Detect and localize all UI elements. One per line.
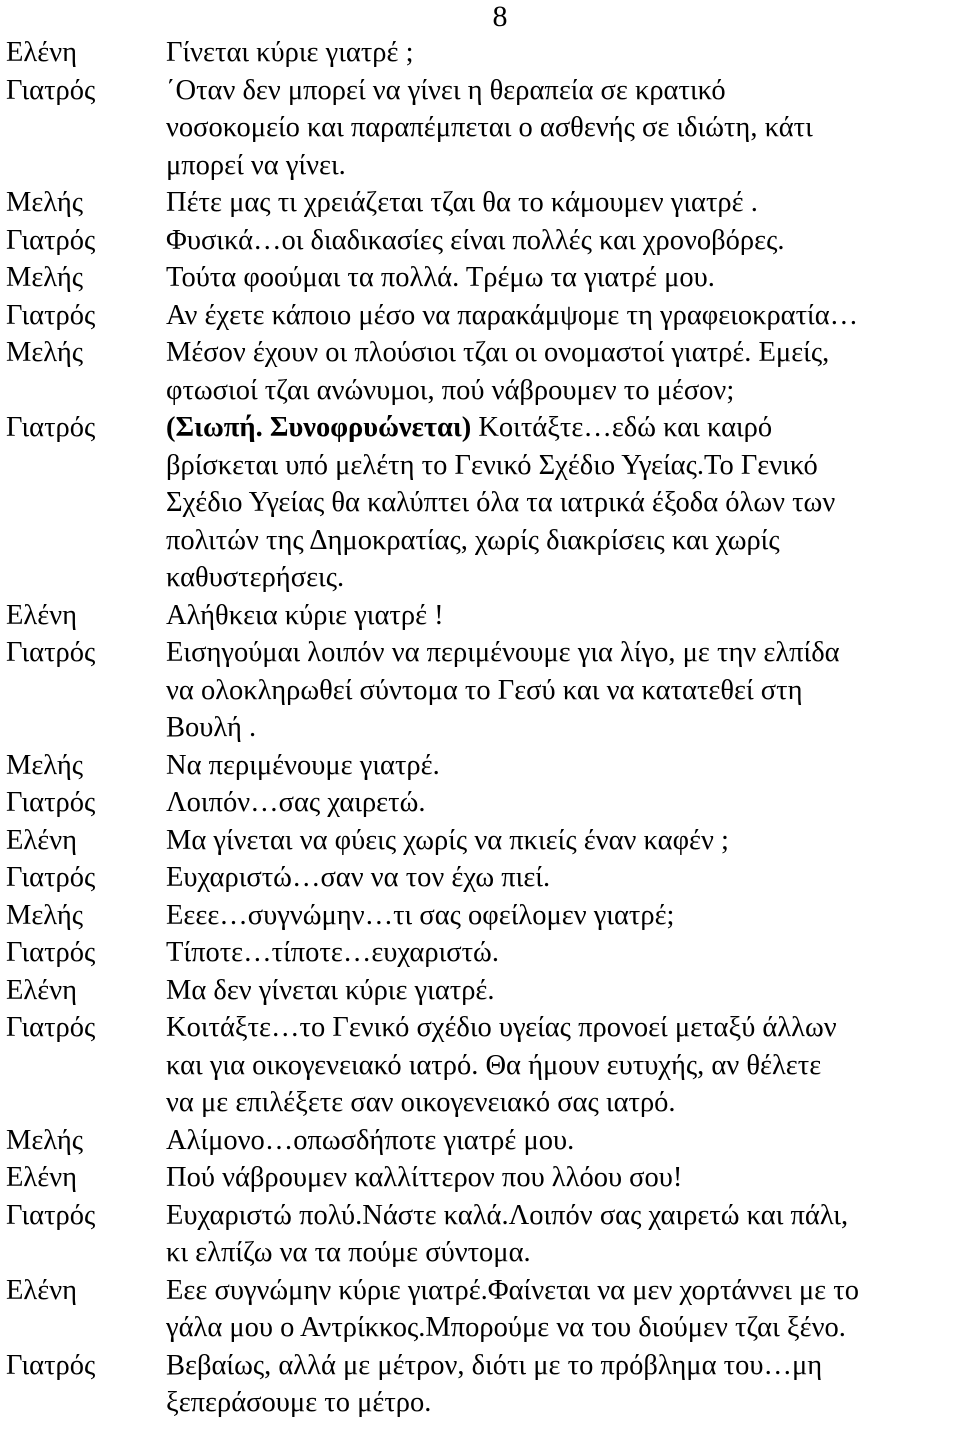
speech-text <box>166 409 956 597</box>
dialogue-entry <box>6 634 956 747</box>
dialogue-entry <box>6 409 956 597</box>
speech-text: Μα γίνεται να φύεις χωρίς να πκιείς έναν καφέν ; <box>166 824 729 856</box>
speech-text: Τούτα φοούμαι τα πολλά. Τρέμω τα γιατρέ μου. <box>166 262 715 293</box>
speaker-name: Μελής <box>6 262 84 293</box>
dialogue-entry <box>6 1159 956 1197</box>
speech-text: Γίνεται κύριε γιατρέ ; <box>166 37 414 68</box>
speech-text: Πού νάβρουμεν καλλίττερον που λλόου σου! <box>166 1162 683 1193</box>
speaker-name: Ελένη <box>6 37 77 68</box>
dialogue-entry <box>6 934 956 972</box>
speaker-name: Γιατρός <box>6 74 96 106</box>
speaker-name: Γιατρός <box>6 1349 96 1381</box>
speech-text: Μέσον έχουν οι πλούσιοι τζαι οι ονομαστοί γιατρέ. Εμείς, φτωσιοί τζαι ανώνυμοι, πού νάβρουμεν το μέσον; <box>166 337 830 406</box>
speaker-name: Ελένη <box>6 824 77 856</box>
dialogue-entry <box>6 1347 956 1422</box>
speech-text: Μα δεν γίνεται κύριε γιατρέ. <box>166 974 495 1006</box>
speaker-name: Γιατρός <box>6 1199 96 1231</box>
dialogue-entry <box>6 184 956 222</box>
speech-text: Βεβαίως, αλλά με μέτρον, διότι με το πρόβλημα του…μη ξεπεράσουμε το μέτρο. <box>166 1349 823 1418</box>
dialogue-entry <box>6 1122 956 1160</box>
dialogue-script <box>6 34 956 1422</box>
dialogue-entry <box>6 784 956 822</box>
dialogue-entry <box>6 747 956 785</box>
dialogue-entry <box>6 34 956 72</box>
dialogue-entry <box>6 259 956 297</box>
speaker-name: Γιατρός <box>6 937 96 968</box>
speech-text: Αλίμονο…οπωσδήποτε γιατρέ μου. <box>166 1124 575 1156</box>
speech-text: Εισηγούμαι λοιπόν να περιμένουμε για λίγο, με την ελπίδα να ολοκληρωθεί σύντομα το Γεσύ και να κατατεθεί στη Βουλή . <box>166 637 840 743</box>
dialogue-entry <box>6 72 956 185</box>
speech-text: Αλήθκεια κύριε γιατρέ ! <box>166 599 444 631</box>
dialogue-entry <box>6 1272 956 1347</box>
speech-text: Πέτε μας τι χρειάζεται τζαι θα το κάμουμεν γιατρέ . <box>166 187 758 218</box>
dialogue-entry <box>6 897 956 935</box>
speaker-name: Μελής <box>6 749 84 781</box>
speech-text: ΄Οταν δεν μπορεί να γίνει η θεραπεία σε κρατικό νοσοκομείο και παραπέμπεται ο ασθενής σε ιδιώτη, κάτι μπορεί να γίνει. <box>166 74 813 181</box>
speaker-name: Γιατρός <box>6 1012 96 1043</box>
speech-text: Εεε συγνώμην κύριε γιατρέ.Φαίνεται να μεν χορτάννει με το γάλα μου ο Αντρίκκος.Μπορούμε να του διούμεν τζαι ξένο. <box>166 1274 859 1343</box>
speech-text: Φυσικά…οι διαδικασίες είναι πολλές και χρονοβόρες. <box>166 224 785 256</box>
speech-text: Κοιτάξτε…το Γενικό σχέδιο υγείας προνοεί μεταξύ άλλων και για οικογενειακό ιατρό. Θα ήμουν ευτυχής, αν θέλετε να με επιλέξετε σαν οικογενειακό σας ιατρό. <box>166 1012 837 1118</box>
speech-text: Λοιπόν…σας χαιρετώ. <box>166 787 426 818</box>
speaker-name: Γιατρός <box>6 412 96 443</box>
speech-text: Εεεε…συγνώμην…τι σας οφείλομεν γιατρέ; <box>166 899 675 931</box>
speaker-name: Γιατρός <box>6 224 96 256</box>
speaker-name: Μελής <box>6 337 84 368</box>
speaker-name: Μελής <box>6 187 84 218</box>
speaker-name: Γιατρός <box>6 299 96 331</box>
speaker-name: Γιατρός <box>6 787 96 818</box>
dialogue-entry <box>6 972 956 1010</box>
speech-text-body: Κοιτάξτε…εδώ και καιρό βρίσκεται υπό μελέτη το Γενικό Σχέδιο Υγείας.Το Γενικό Σχέδιο Υγείας θα καλύπτει όλα τα ιατρικά έξοδα όλων των πολιτών της Δημοκρατίας, χωρίς διακρίσεις και χωρίς καθυστερήσεις. <box>166 412 836 593</box>
speech-text: Να περιμένουμε γιατρέ. <box>166 749 440 781</box>
speaker-name: Ελένη <box>6 1274 77 1306</box>
speech-text: Τίποτε…τίποτε…ευχαριστώ. <box>166 937 499 968</box>
speech-text: Αν έχετε κάποιο μέσο να παρακάμψομε τη γραφειοκρατία… <box>166 299 859 331</box>
stage-direction: (Σιωπή. Συνοφρυώνεται) <box>166 412 472 443</box>
dialogue-entry <box>6 1197 956 1272</box>
dialogue-entry <box>6 334 956 409</box>
speaker-name: Γιατρός <box>6 862 96 893</box>
speech-text: Ευχαριστώ πολύ.Νάστε καλά.Λοιπόν σας χαιρετώ και πάλι, κι ελπίζω να τα πούμε σύντομα. <box>166 1199 849 1268</box>
speaker-name: Ελένη <box>6 599 77 631</box>
speaker-name: Μελής <box>6 1124 84 1156</box>
dialogue-entry <box>6 822 956 860</box>
page-number: 8 <box>492 0 508 33</box>
speech-text: Ευχαριστώ…σαν να τον έχω πιεί. <box>166 862 551 893</box>
dialogue-entry <box>6 222 956 260</box>
dialogue-entry <box>6 597 956 635</box>
speaker-name: Ελένη <box>6 974 77 1006</box>
dialogue-entry <box>6 1009 956 1122</box>
speaker-name: Ελένη <box>6 1162 77 1193</box>
speaker-name: Γιατρός <box>6 637 96 668</box>
dialogue-entry <box>6 297 956 335</box>
dialogue-entry <box>6 859 956 897</box>
speaker-name: Μελής <box>6 899 84 931</box>
